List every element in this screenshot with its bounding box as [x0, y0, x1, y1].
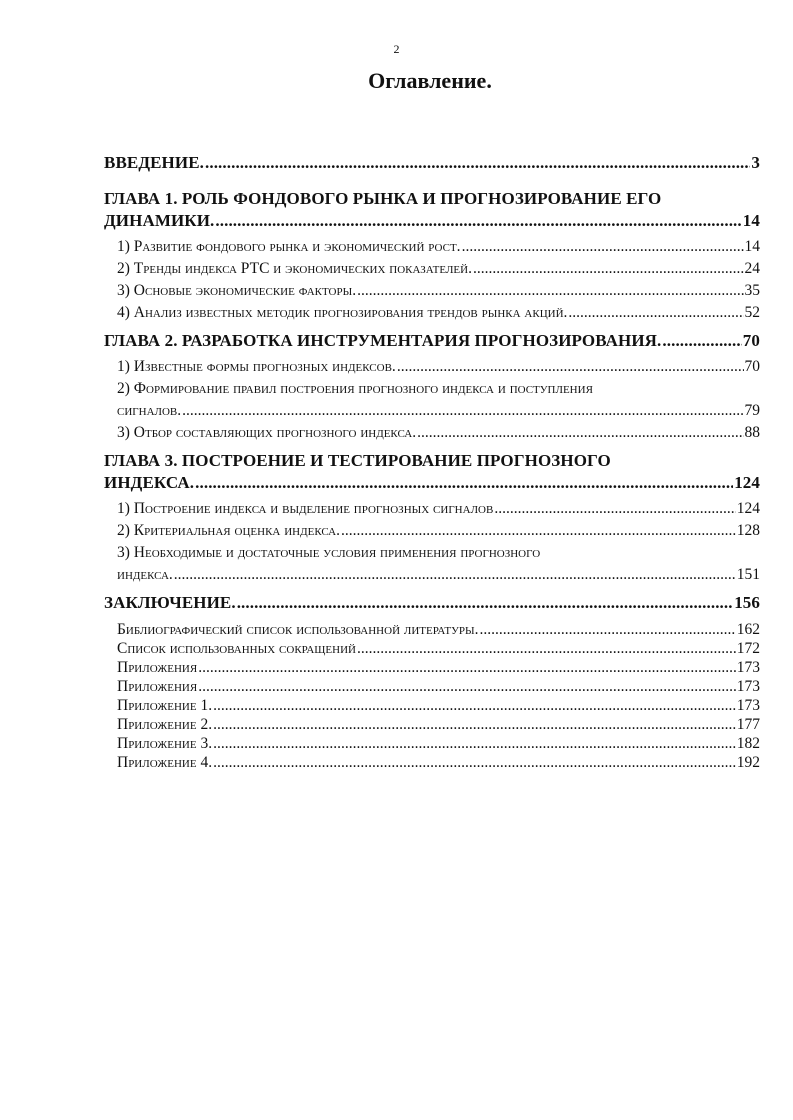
toc-entry-label: Приложение 4.: [117, 754, 213, 771]
toc-entry-label: Отбор составляющих прогнозного индекса.: [133, 424, 417, 441]
toc-page-number: 79: [744, 402, 760, 419]
dot-leader: [213, 715, 736, 734]
toc-entry-appendix-3[interactable]: [117, 734, 760, 753]
toc-page-number: 52: [744, 304, 760, 321]
toc-item-number: 3): [117, 424, 130, 441]
dot-leader: [213, 734, 736, 753]
toc-entry-appendix-1[interactable]: [117, 696, 760, 715]
toc-entry-chapter-1[interactable]: [104, 188, 760, 232]
toc-item-number: 1): [117, 500, 130, 517]
toc-item-number: 1): [117, 358, 130, 375]
toc-page-number: 128: [736, 522, 760, 539]
toc-entry-label: Список использованных сокращений: [117, 640, 356, 657]
toc-entry-label: Приложения: [117, 678, 198, 695]
toc-entry-label: Библиографический список использованной литературы.: [117, 621, 479, 638]
toc-page-number: 182: [736, 735, 760, 752]
toc-item-number: 2): [117, 380, 130, 397]
toc-page-number: 151: [736, 566, 760, 583]
page-title: Оглавление.: [368, 68, 492, 93]
toc-entry-intro[interactable]: [104, 152, 760, 174]
dot-leader: [462, 236, 744, 258]
toc-item-number: 3): [117, 282, 130, 299]
toc-entry-label: Приложение 2.: [117, 716, 213, 733]
toc-entry-label-line1: ГЛАВА 3. ПОСТРОЕНИЕ И ТЕСТИРОВАНИЕ ПРОГНОЗНОГО: [104, 451, 611, 470]
toc-page-number: 124: [734, 473, 760, 492]
toc-page-number: 14: [742, 211, 760, 230]
toc-entry-chapter-2[interactable]: [104, 330, 760, 352]
table-of-contents: [104, 152, 760, 772]
toc-item-number: 2): [117, 522, 130, 539]
dot-leader: [198, 677, 736, 696]
dot-leader: [357, 639, 736, 658]
toc-entry-3-3[interactable]: [117, 542, 760, 586]
toc-entry-appendices-a[interactable]: [117, 658, 760, 677]
toc-entry-label-line2: индекса.: [117, 566, 173, 583]
toc-page-number: 192: [736, 754, 760, 771]
toc-entry-label: Приложение 3.: [117, 735, 213, 752]
toc-page-number: 177: [736, 716, 760, 733]
toc-entry-label: Развитие фондового рынка и экономический рост.: [133, 238, 461, 255]
toc-page-number: 173: [736, 678, 760, 695]
toc-entry-label: Построение индекса и выделение прогнозных сигналов: [133, 500, 494, 517]
toc-entry-2-2[interactable]: [117, 378, 760, 422]
toc-entry-label: Приложения: [117, 659, 198, 676]
dot-leader: [195, 472, 733, 494]
toc-item-number: 1): [117, 238, 130, 255]
dot-leader: [205, 152, 750, 174]
toc-entry-1-1[interactable]: [117, 236, 760, 258]
dot-leader: [341, 520, 736, 542]
toc-item-number: 2): [117, 260, 130, 277]
toc-page-number: 124: [736, 500, 760, 517]
toc-entry-label: Тренды индекса РТС и экономических показателей.: [133, 260, 472, 277]
toc-entry-label-line2: сигналов.: [117, 402, 182, 419]
toc-entry-label-line2: ИНДЕКСА.: [104, 473, 195, 492]
toc-entry-2-3[interactable]: [117, 422, 760, 444]
dot-leader: [182, 400, 743, 422]
dot-leader: [213, 753, 736, 772]
toc-entry-label: Приложение 1.: [117, 697, 213, 714]
toc-entry-bibliography[interactable]: [117, 620, 760, 639]
dot-leader: [174, 564, 736, 586]
dot-leader: [213, 696, 736, 715]
toc-entry-1-2[interactable]: [117, 258, 760, 280]
dot-leader: [473, 258, 744, 280]
dot-leader: [480, 620, 736, 639]
toc-entry-label: Анализ известных методик прогнозирования трендов рынка акций.: [133, 304, 568, 321]
toc-entry-label-line1: Формирование правил построения прогнозного индекса и поступления: [133, 380, 593, 397]
dot-leader: [357, 280, 743, 302]
toc-entry-label: ГЛАВА 2. РАЗРАБОТКА ИНСТРУМЕНТАРИЯ ПРОГНОЗИРОВАНИЯ.: [104, 331, 662, 350]
toc-item-number: 3): [117, 544, 130, 561]
page-number: 2: [393, 42, 400, 56]
toc-page-number: 172: [736, 640, 760, 657]
toc-entry-appendices-b[interactable]: [117, 677, 760, 696]
toc-page-number: 3: [751, 153, 760, 172]
toc-page-number: 35: [744, 282, 760, 299]
toc-page-number: 88: [744, 424, 760, 441]
toc-entry-abbreviations[interactable]: [117, 639, 760, 658]
dot-leader: [662, 330, 741, 352]
toc-entry-1-4[interactable]: [117, 302, 760, 324]
toc-entry-label: Известные формы прогнозных индексов.: [133, 358, 396, 375]
toc-page-number: 70: [742, 331, 760, 350]
toc-entry-label: Критериальная оценка индекса.: [133, 522, 341, 539]
toc-page-number: 14: [744, 238, 760, 255]
toc-entry-label: ВВЕДЕНИЕ.: [104, 153, 204, 172]
toc-page-number: 24: [744, 260, 760, 277]
toc-page-number: 173: [736, 659, 760, 676]
toc-entry-conclusion[interactable]: [104, 592, 760, 614]
toc-entry-chapter-3[interactable]: [104, 450, 760, 494]
toc-page-number: 156: [734, 593, 760, 612]
toc-entry-appendix-4[interactable]: [117, 753, 760, 772]
dot-leader: [237, 592, 733, 614]
toc-entry-appendix-2[interactable]: [117, 715, 760, 734]
toc-entry-3-1[interactable]: [117, 498, 760, 520]
toc-entry-label-line1: Необходимые и достаточные условия применения прогнозного: [133, 544, 541, 561]
dot-leader: [198, 658, 736, 677]
toc-page-number: 173: [736, 697, 760, 714]
dot-leader: [568, 302, 743, 324]
toc-entry-3-2[interactable]: [117, 520, 760, 542]
toc-entry-label-line2: ДИНАМИКИ.: [104, 211, 215, 230]
toc-item-number: 4): [117, 304, 130, 321]
toc-page-number: 162: [736, 621, 760, 638]
dot-leader: [417, 422, 743, 444]
toc-entry-label-line1: ГЛАВА 1. РОЛЬ ФОНДОВОГО РЫНКА И ПРОГНОЗИРОВАНИЕ ЕГО: [104, 189, 662, 208]
toc-page-number: 70: [744, 358, 760, 375]
toc-entry-2-1[interactable]: [117, 356, 760, 378]
dot-leader: [494, 498, 735, 520]
dot-leader: [215, 210, 741, 232]
toc-entry-label: Основые экономические факторы.: [133, 282, 357, 299]
dot-leader: [397, 356, 744, 378]
toc-entry-label: ЗАКЛЮЧЕНИЕ.: [104, 593, 236, 612]
toc-entry-1-3[interactable]: [117, 280, 760, 302]
